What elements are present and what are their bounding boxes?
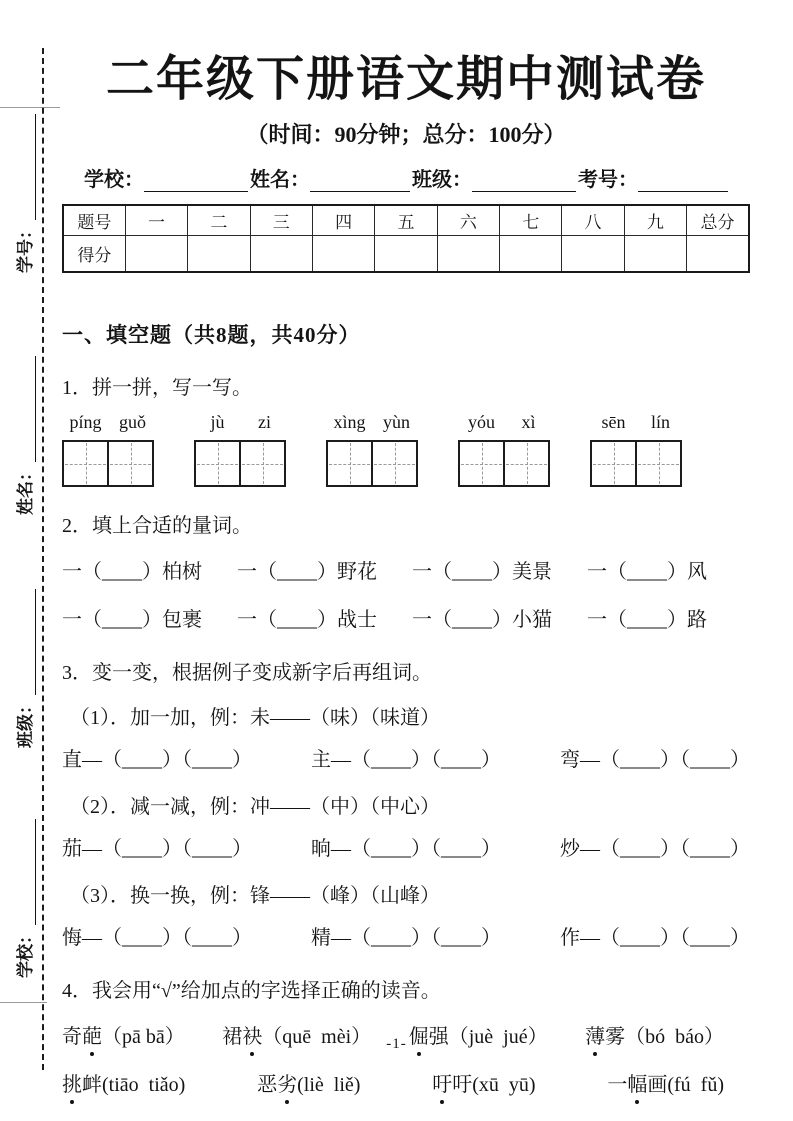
- writing-grid-box: [239, 440, 286, 487]
- pinyin-group: [458, 412, 552, 487]
- margin-field-student-number: [12, 93, 36, 273]
- margin-label-class: 班级：: [16, 697, 35, 748]
- fill-blank-item: 炒—（____）（____）: [560, 838, 750, 860]
- score-cell: [125, 236, 187, 273]
- fill-blank-item: 一（____）路: [587, 609, 707, 631]
- pinyin-syllable: yùn: [383, 412, 410, 432]
- page-subtitle: （时间：90分钟；总分：100分）: [246, 122, 566, 147]
- score-cell: [562, 236, 624, 273]
- score-cell: [624, 236, 686, 273]
- q3-part2-label: （2）．减一减，例：冲——（中）（中心）: [70, 796, 440, 818]
- margin-label-name: 姓名：: [16, 464, 35, 515]
- score-row-label: 得分: [63, 236, 125, 273]
- q3-part3-row: [62, 924, 750, 952]
- writing-grid-pair: [458, 440, 552, 487]
- score-table-header-cell: 总分: [687, 205, 749, 236]
- name-blank: [20, 356, 36, 462]
- pinyin-options: （bó báo）: [625, 1026, 724, 1048]
- fill-blank-item: 一（____）柏树: [62, 561, 202, 583]
- word-part: 吁: [452, 1074, 473, 1096]
- score-cell: [687, 236, 749, 273]
- exam-number-field: [578, 163, 728, 192]
- pronunciation-choice-item: [432, 1071, 535, 1099]
- writing-grid-pair: [590, 440, 684, 487]
- class-blank-field: [472, 175, 576, 192]
- name-blank-field: [310, 175, 410, 192]
- page-title: 二年级下册语文期中测试卷: [105, 53, 706, 106]
- score-table-header-cell: 四: [312, 205, 374, 236]
- q3-part2-row: [62, 835, 750, 863]
- fill-blank-item: 悔—（____）（____）: [62, 927, 252, 949]
- score-table-header-cell: 五: [375, 205, 437, 236]
- fill-blank-item: 一（____）战士: [237, 609, 377, 631]
- writing-grid-box: [635, 440, 682, 487]
- fill-blank-item: 直—（____）（____）: [62, 749, 252, 771]
- school-label: 学校：: [84, 169, 144, 191]
- pinyin-options: （quē mèi）: [262, 1026, 372, 1048]
- dotted-character: 幅: [627, 1071, 647, 1099]
- score-cell: [250, 236, 312, 273]
- writing-grid-box: [458, 440, 505, 487]
- header-fields: [62, 163, 750, 192]
- fill-blank-item: 主—（____）（____）: [311, 749, 501, 771]
- dotted-character: 薄: [585, 1023, 605, 1051]
- word-part: 雾: [605, 1026, 626, 1048]
- word-part: 恶: [257, 1074, 278, 1096]
- school-blank-margin: [20, 819, 36, 925]
- fill-blank-item: 弯—（____）（____）: [560, 749, 750, 771]
- q1-label: 1．拼一拼，写一写。: [62, 377, 252, 399]
- score-table-header-row: [63, 205, 749, 236]
- writing-grid-box: [371, 440, 418, 487]
- q4-label: 4．我会用“√”给加点的字选择正确的读音。: [62, 980, 441, 1002]
- pronunciation-choice-item: [257, 1071, 360, 1099]
- fill-blank-item: 晌—（____）（____）: [311, 838, 501, 860]
- pinyin-syllable: yóu: [468, 412, 495, 432]
- dotted-character: 劣: [277, 1071, 297, 1099]
- dotted-character: 葩: [82, 1023, 102, 1051]
- pinyin-syllable: xìng: [333, 412, 366, 432]
- exam-number-blank: [638, 175, 728, 192]
- fill-blank-item: 一（____）风: [587, 561, 707, 583]
- pinyin-options: (liè liě): [297, 1074, 361, 1096]
- pinyin-group: [590, 412, 684, 487]
- writing-grid-pair: [194, 440, 288, 487]
- pinyin-syllable: lín: [650, 412, 670, 432]
- score-table-header-cell: 七: [500, 205, 562, 236]
- name-label: 姓名：: [250, 169, 310, 191]
- pinyin-group: [194, 412, 288, 487]
- pinyin-syllables: [458, 412, 552, 433]
- score-cell: [437, 236, 499, 273]
- pinyin-syllable: xì: [521, 412, 536, 432]
- word-part: 画: [647, 1074, 668, 1096]
- score-table-header-cell: 三: [250, 205, 312, 236]
- score-table-header-cell: 题号: [63, 205, 125, 236]
- class-label: 班级：: [412, 169, 472, 191]
- q4-row2: [62, 1071, 724, 1099]
- score-table-header-cell: 九: [624, 205, 686, 236]
- margin-label-school: 学校：: [16, 927, 35, 978]
- class-field: [412, 163, 576, 192]
- pinyin-syllables: [62, 412, 156, 433]
- pinyin-syllable: sēn: [601, 412, 626, 432]
- score-table-header-cell: 二: [188, 205, 250, 236]
- pinyin-syllable: guǒ: [119, 412, 146, 432]
- dotted-character: 倔: [409, 1023, 429, 1051]
- writing-grid-pair: [62, 440, 156, 487]
- writing-grid-pair: [326, 440, 420, 487]
- writing-grid-box: [503, 440, 550, 487]
- q2-row2: [62, 606, 707, 634]
- score-table-header-cell: 八: [562, 205, 624, 236]
- dotted-character: 挑: [62, 1071, 82, 1099]
- margin-label-student-number: 学号：: [16, 222, 35, 273]
- writing-grid-box: [590, 440, 637, 487]
- word-part: 强: [428, 1026, 449, 1048]
- q3-label: 3．变一变，根据例子变成新字后再组词。: [62, 662, 432, 684]
- score-table-header-cell: 一: [125, 205, 187, 236]
- word-part: 奇: [62, 1026, 82, 1048]
- q2-row1: [62, 558, 707, 586]
- pinyin-options: （juè jué）: [448, 1026, 548, 1048]
- seal-dashed-line: [42, 48, 44, 1070]
- fill-blank-item: 精—（____）（____）: [311, 927, 501, 949]
- pinyin-options: （pā bā）: [102, 1026, 185, 1048]
- exam-number-label: 考号：: [578, 169, 638, 191]
- score-cell: [375, 236, 437, 273]
- pinyin-options: (xū yū): [472, 1074, 536, 1096]
- pinyin-syllable: zi: [258, 412, 271, 432]
- paper-content: [62, 50, 750, 1099]
- score-cell: [500, 236, 562, 273]
- pinyin-options: (fú fǔ): [667, 1074, 724, 1096]
- writing-grid-box: [62, 440, 109, 487]
- pinyin-syllables: [590, 412, 684, 433]
- name-field: [250, 163, 410, 192]
- dotted-character: 吁: [432, 1071, 452, 1099]
- class-blank: [20, 589, 36, 695]
- dotted-character: 袂: [242, 1023, 262, 1051]
- pinyin-group: [326, 412, 420, 487]
- margin-field-school: [12, 798, 36, 978]
- pinyin-syllable: jù: [210, 412, 225, 432]
- writing-grid-box: [194, 440, 241, 487]
- school-blank: [144, 175, 248, 192]
- pinyin-syllables: [326, 412, 420, 433]
- score-cell: [312, 236, 374, 273]
- section1-heading: 一、填空题（共8题，共40分）: [62, 323, 361, 347]
- q1-pinyin-writing-row: [62, 412, 684, 487]
- fill-blank-item: 一（____）美景: [412, 561, 552, 583]
- student-number-blank: [20, 114, 36, 220]
- fill-blank-item: 茄—（____）（____）: [62, 838, 252, 860]
- pinyin-syllables: [194, 412, 288, 433]
- word-part: 裙: [222, 1026, 243, 1048]
- q3-part1-row: [62, 746, 750, 774]
- word-part: 衅: [82, 1074, 102, 1096]
- q2-label: 2．填上合适的量词。: [62, 515, 252, 537]
- school-field: [84, 163, 248, 192]
- margin-tick-bottom: [0, 1002, 47, 1003]
- score-cell: [188, 236, 250, 273]
- margin-field-name: [12, 335, 36, 515]
- fill-blank-item: 一（____）包裹: [62, 609, 202, 631]
- page-number: -1-: [386, 1036, 407, 1052]
- pronunciation-choice-item: [607, 1071, 724, 1099]
- pinyin-options: (tiāo tiǎo): [102, 1074, 186, 1096]
- margin-field-class: [12, 568, 36, 748]
- score-table-score-row: [63, 236, 749, 273]
- pinyin-group: [62, 412, 156, 487]
- fill-blank-item: 一（____）野花: [237, 561, 377, 583]
- word-part: 一: [607, 1074, 628, 1096]
- score-table-header-cell: 六: [437, 205, 499, 236]
- pinyin-syllable: píng: [69, 412, 102, 432]
- writing-grid-box: [107, 440, 154, 487]
- pronunciation-choice-item: [62, 1071, 185, 1099]
- q3-part1-label: （1）．加一加，例：未——（味）（味道）: [70, 707, 440, 729]
- score-table: [62, 204, 750, 273]
- q3-part3-label: （3）．换一换，例：锋——（峰）（山峰）: [70, 885, 440, 907]
- fill-blank-item: 作—（____）（____）: [560, 927, 750, 949]
- fill-blank-item: 一（____）小猫: [412, 609, 552, 631]
- writing-grid-box: [326, 440, 373, 487]
